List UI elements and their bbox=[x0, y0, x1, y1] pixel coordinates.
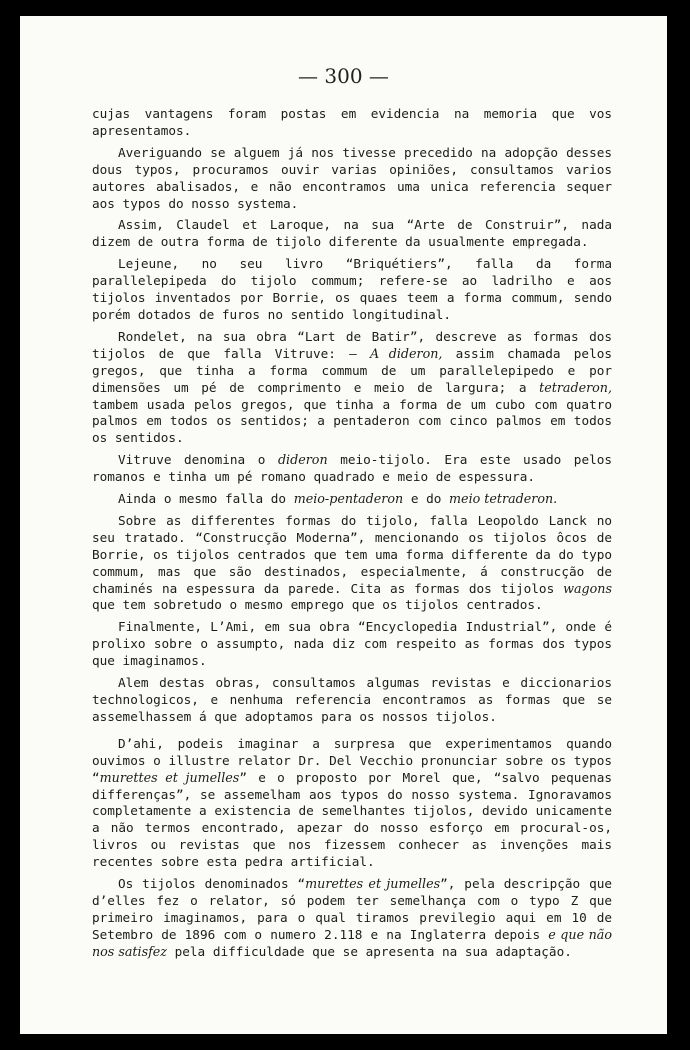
paragraph bbox=[92, 106, 612, 140]
text-run: Os tijolos denominados “ bbox=[118, 876, 306, 892]
text-run: meio-tijolo. Era este usado pelos romanos e tinha um pé romano quadrado e meio de espessura. bbox=[92, 452, 612, 485]
text-run: D’ahi, podeis imaginar a surpresa que experimentamos quando ouvimos o illustre relator Dr. Del Vecchio pronunciar sobre os typos “ bbox=[92, 735, 612, 785]
text-run: que tem sobretudo o mesmo emprego que os tijolos centrados. bbox=[92, 597, 543, 613]
text-run: e do bbox=[403, 491, 450, 507]
paragraph bbox=[92, 452, 612, 486]
paragraph bbox=[92, 675, 612, 726]
text-run: Finalmente, L’Ami, em sua obra “Encyclopedia Industrial”, onde é prolixo sobre o assumpto, nada diz com respeito as formas dos typos que imaginamos. bbox=[92, 619, 612, 669]
italic-text: meio-pentaderon bbox=[293, 491, 404, 507]
text-run: pela difficuldade que se apresenta na sua adaptação. bbox=[167, 943, 572, 959]
text-run: Ainda o mesmo falla do bbox=[118, 491, 294, 507]
paragraph bbox=[92, 491, 612, 508]
text-run: cujas vantagens foram postas em evidencia na memoria que vos apresentamos. bbox=[92, 106, 612, 138]
italic-text: murettes et jumelles bbox=[305, 876, 441, 892]
body-text bbox=[92, 106, 612, 966]
text-run: Assim, Claudel et Laroque, na sua “Arte de Construir”, nada dizem de outra forma de tijolo diferente da usualmente empregada. bbox=[92, 217, 612, 250]
italic-text: dideron bbox=[277, 452, 328, 468]
italic-text: meio tetraderon. bbox=[449, 491, 558, 507]
text-run: ”, pela descripção que d’elles fez o relator, só podem ter semelhança com o typo Z que primeiro imaginamos, para o qual tiramos previlegio aqui em 10 de Setembro de 1896 com o numero 2.118 e na Inglaterra depois bbox=[92, 876, 612, 942]
italic-text: wagons bbox=[563, 580, 612, 596]
text-run: assim chamada pelos gregos, que tinha a forma commum de um parallelepipedo e por dimensões um pé de comprimento e meio de largura; a bbox=[92, 345, 612, 395]
document-page bbox=[20, 16, 667, 1034]
paragraph bbox=[92, 736, 612, 871]
paragraph bbox=[92, 256, 612, 324]
text-run: tambem usada pelos gregos, que tinha a forma de um cubo com quatro palmos em todos os sentidos; a pentaderon com cinco palmos em todos os sentidos. bbox=[92, 396, 612, 446]
italic-text: A dideron, bbox=[369, 345, 443, 361]
paragraph bbox=[92, 145, 612, 213]
paragraph bbox=[92, 513, 612, 614]
italic-text: tetraderon, bbox=[539, 379, 612, 395]
text-run: Averiguando se alguem já nos tivesse precedido na adopção desses dous typos, procuramos ouvir varias opiniões, consultamos varios autores abalisados, e não encontramos uma unica referencia sequer aos typos do nosso systema. bbox=[92, 144, 612, 211]
italic-text: murettes et jumelles bbox=[99, 769, 240, 785]
text-run: Rondelet, na sua obra “Lart de Batir”, descreve as formas dos tijolos de que falla Vitruve: — bbox=[92, 328, 612, 361]
paragraph bbox=[92, 876, 612, 961]
text-run: Vitruve denomina o bbox=[118, 452, 278, 468]
text-run: Alem destas obras, consultamos algumas revistas e diccionarios technologicos, e nenhuma referencia encontramos as formas que se assemelhassem á que adoptamos para os nossos tijolos. bbox=[92, 675, 612, 724]
text-run: Sobre as differentes formas do tijolo, falla Leopoldo Lanck no seu tratado. “Construcção Moderna”, mencionando os tijolos ôcos de Borrie, os tijolos centrados que tem uma forma differente da do typo commum, mas que são destinados, especialmente, á construcção de chaminés na espessura da parede. Cita as formas dos tijolos bbox=[92, 512, 612, 596]
text-run: ” e o proposto por Morel que, “salvo pequenas differenças”, se assemelham aos typos do nosso systema. Ignoravamos completamente a existencia de semelhantes tijolos, devido unicamente a não termos encontrado, apezar do nosso esforço em procural-os, livros ou revistas que nos fizessem conhecer as invenções mais recentes sobre esta pedra artificial. bbox=[92, 769, 612, 870]
page-number: — 300 — bbox=[298, 64, 389, 88]
italic-text: e que não nos satisfez bbox=[92, 926, 612, 959]
text-run: Lejeune, no seu livro “Briquétiers”, falla da forma parallelepipeda do tijolo commum; refere-se ao ladrilho e aos tijolos inventados por Borrie, os quaes teem a forma commum, sendo porém dotados de furos no sentido longitudinal. bbox=[92, 256, 612, 322]
paragraph bbox=[92, 217, 612, 251]
paragraph bbox=[92, 329, 612, 447]
paragraph bbox=[92, 619, 612, 670]
